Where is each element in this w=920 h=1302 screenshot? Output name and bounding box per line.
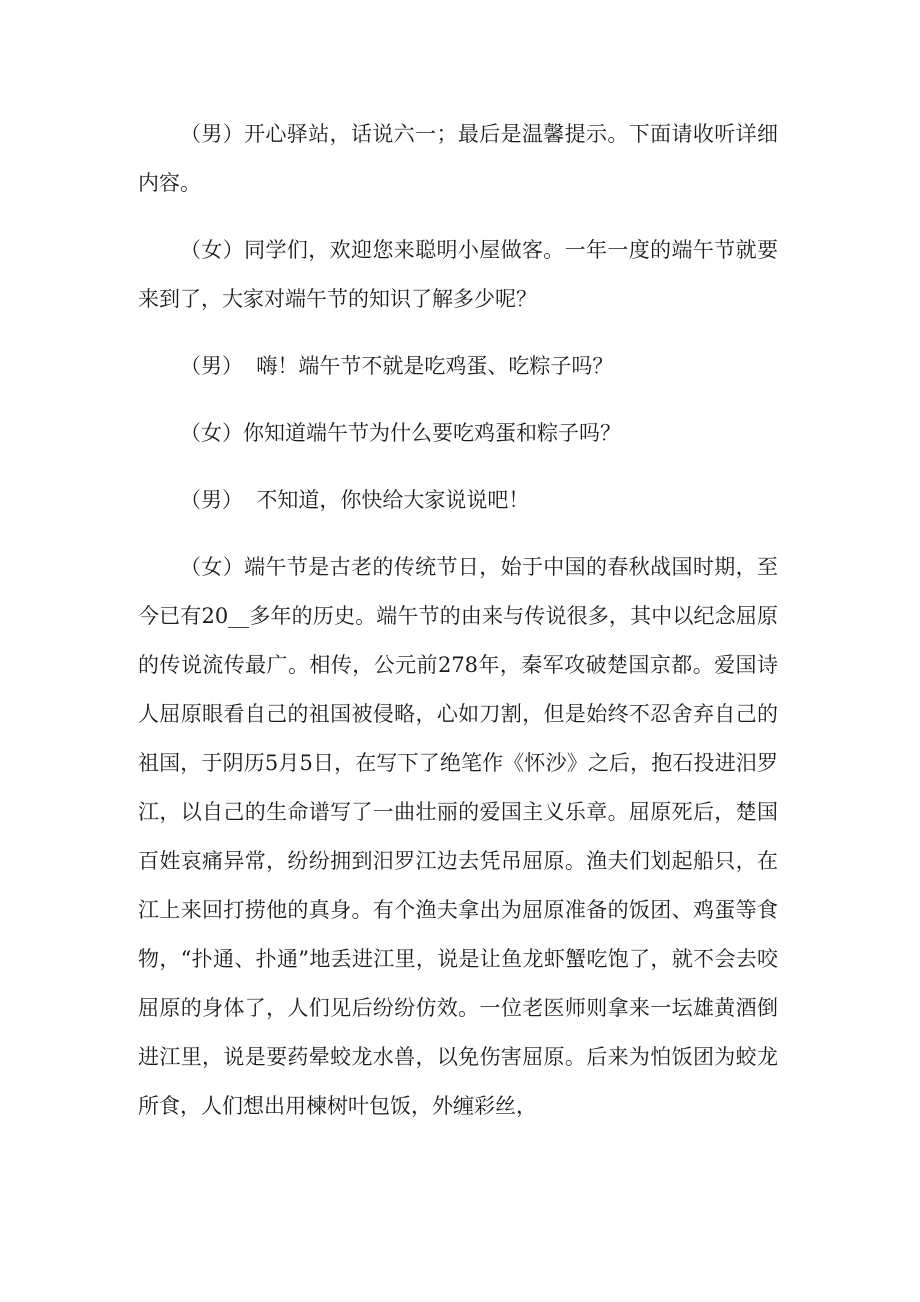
paragraph-female-history <box>138 543 778 1131</box>
speaker-label: （女） <box>180 555 245 579</box>
paragraph-female-welcome <box>138 226 778 324</box>
speaker-label: （男） <box>180 354 243 378</box>
speaker-label: （男） <box>180 488 243 512</box>
paragraph-male-dontknow <box>138 476 778 525</box>
paragraph-text: 嗨！端午节不就是吃鸡蛋、吃粽子吗？ <box>243 354 614 378</box>
document-page <box>138 110 778 1149</box>
paragraph-text: 你知道端午节为什么要吃鸡蛋和粽子吗？ <box>243 421 621 445</box>
speaker-label: （女） <box>180 238 245 262</box>
speaker-label: （男） <box>180 122 245 146</box>
paragraph-text: 同学们，欢迎您来聪明小屋做客。一年一度的端午节就要来到了，大家对端午节的知识了解多少呢？ <box>138 238 779 311</box>
speaker-label: （女） <box>180 421 243 445</box>
paragraph-text: 端午节是古老的传统节日，始于中国的春秋战国时期，至今已有20__多年的历史。端午节的由来与传说很多，其中以纪念屈原的传说流传最广。相传，公元前278年，秦军攻破楚国京都。爱国诗人屈原眼看自己的祖国被侵略，心如刀割，但是始终不忍舍弃自己的祖国，于阴历5月5日，在写下了绝笔作《怀沙》之后，抱石投进汨罗江，以自己的生命谱写了一曲壮丽的爱国主义乐章。屈原死后，楚国百姓哀痛异常，纷纷拥到汨罗江边去凭吊屈原。渔夫们划起船只，在江上来回打捞他的真身。有个渔夫拿出为屈原准备的饭团、鸡蛋等食物，“扑通、扑通”地丢进江里，说是让鱼龙虾蟹吃饱了，就不会去咬屈原的身体了，人们见后纷纷仿效。一位老医师则拿来一坛雄黄酒倒进江里，说是要药晕蛟龙水兽，以免伤害屈原。后来为怕饭团为蛟龙所食，人们想出用楝树叶包饭，外缠彩丝， <box>138 555 779 1118</box>
paragraph-male-eggs <box>138 342 778 391</box>
paragraph-female-question <box>138 409 778 458</box>
paragraph-text: 不知道，你快给大家说说吧！ <box>243 488 530 512</box>
paragraph-male-intro <box>138 110 778 208</box>
paragraph-text: 开心驿站，话说六一；最后是温馨提示。下面请收听详细内容。 <box>138 122 779 195</box>
